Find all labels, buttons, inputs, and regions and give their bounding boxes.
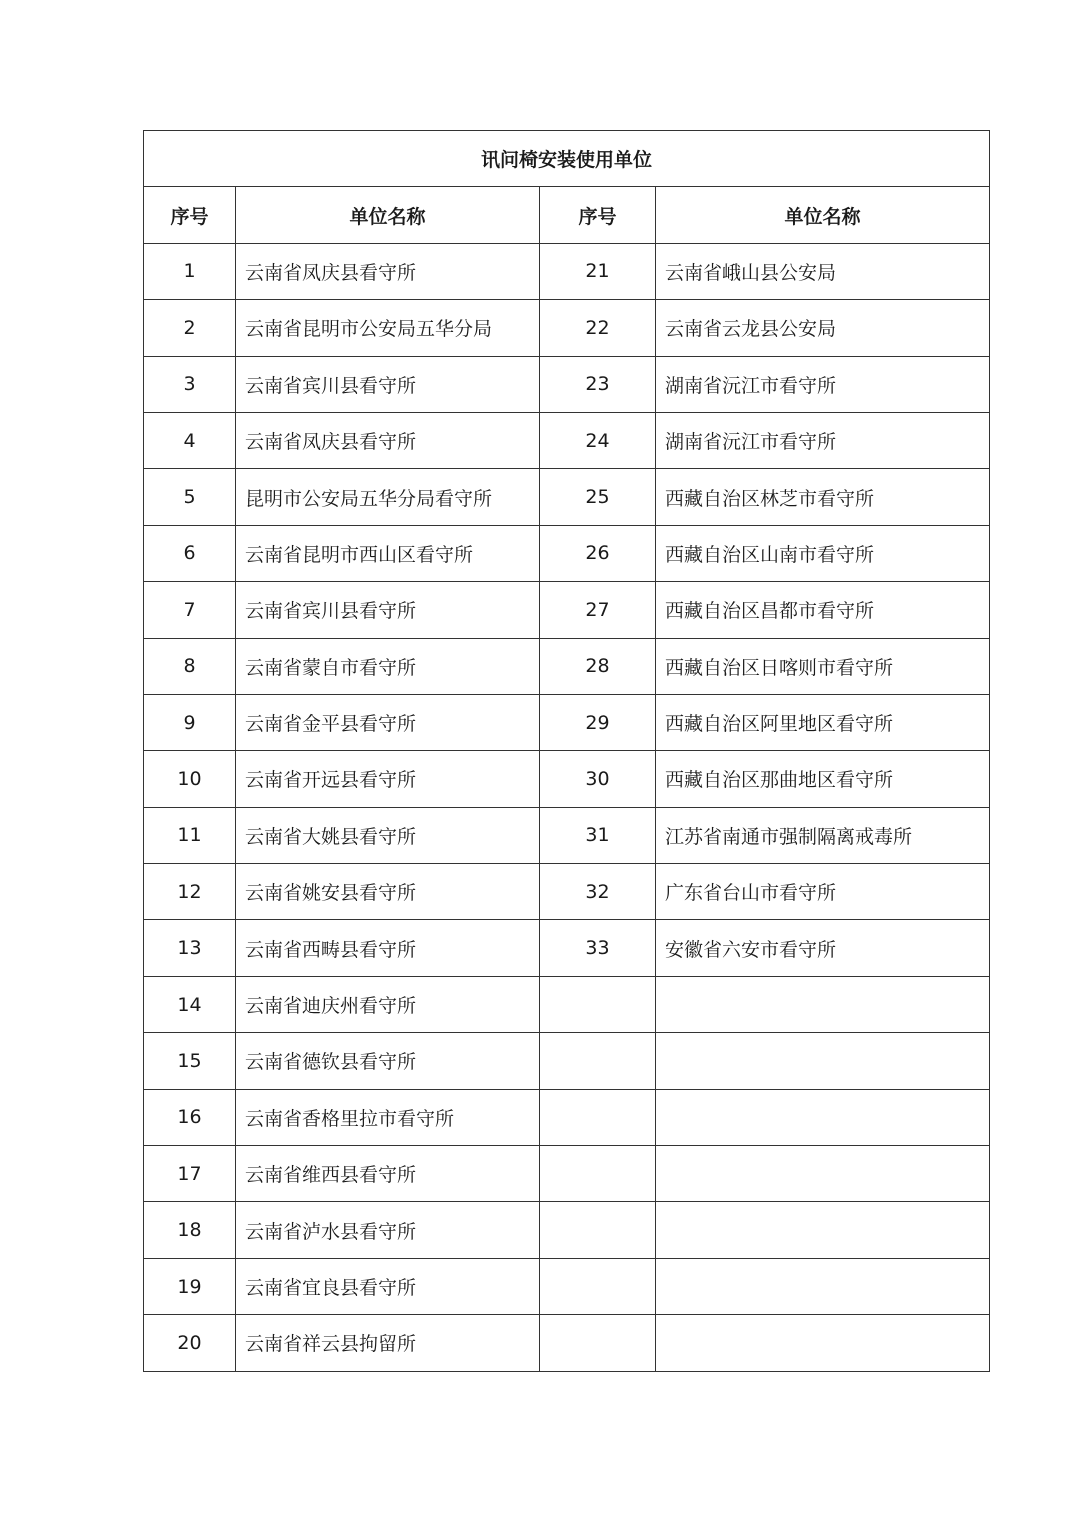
seq-right-cell: 31 bbox=[540, 807, 656, 863]
name-right-cell: 云南省云龙县公安局 bbox=[656, 300, 990, 356]
name-right-cell bbox=[656, 1258, 990, 1314]
table-row bbox=[144, 694, 990, 750]
table-title-row bbox=[144, 131, 990, 187]
seq-right-cell: 26 bbox=[540, 525, 656, 581]
header-name-left: 单位名称 bbox=[236, 187, 540, 243]
table-row bbox=[144, 412, 990, 468]
seq-left-cell: 5 bbox=[144, 469, 236, 525]
name-left-cell: 云南省蒙自市看守所 bbox=[236, 638, 540, 694]
table-row bbox=[144, 243, 990, 299]
table-row bbox=[144, 582, 990, 638]
table-row bbox=[144, 638, 990, 694]
table-row bbox=[144, 356, 990, 412]
seq-right-cell bbox=[540, 1202, 656, 1258]
table-row bbox=[144, 300, 990, 356]
name-right-cell bbox=[656, 1146, 990, 1202]
table-row bbox=[144, 976, 990, 1032]
seq-left-cell: 11 bbox=[144, 807, 236, 863]
seq-left-cell: 1 bbox=[144, 243, 236, 299]
seq-left-cell: 17 bbox=[144, 1146, 236, 1202]
table-header-row bbox=[144, 187, 990, 243]
name-left-cell: 云南省德钦县看守所 bbox=[236, 1033, 540, 1089]
seq-right-cell: 23 bbox=[540, 356, 656, 412]
name-right-cell: 西藏自治区昌都市看守所 bbox=[656, 582, 990, 638]
seq-left-cell: 19 bbox=[144, 1258, 236, 1314]
name-left-cell: 云南省宾川县看守所 bbox=[236, 356, 540, 412]
seq-right-cell bbox=[540, 976, 656, 1032]
seq-right-cell bbox=[540, 1089, 656, 1145]
seq-left-cell: 9 bbox=[144, 694, 236, 750]
seq-right-cell: 27 bbox=[540, 582, 656, 638]
seq-right-cell: 25 bbox=[540, 469, 656, 525]
seq-left-cell: 2 bbox=[144, 300, 236, 356]
name-left-cell: 云南省凤庆县看守所 bbox=[236, 412, 540, 468]
header-seq-right: 序号 bbox=[540, 187, 656, 243]
seq-left-cell: 15 bbox=[144, 1033, 236, 1089]
header-seq-left: 序号 bbox=[144, 187, 236, 243]
document-page bbox=[143, 130, 989, 1372]
table-row bbox=[144, 1202, 990, 1258]
seq-right-cell: 29 bbox=[540, 694, 656, 750]
name-right-cell: 安徽省六安市看守所 bbox=[656, 920, 990, 976]
name-left-cell: 云南省大姚县看守所 bbox=[236, 807, 540, 863]
table-row bbox=[144, 920, 990, 976]
name-left-cell: 昆明市公安局五华分局看守所 bbox=[236, 469, 540, 525]
header-name-right: 单位名称 bbox=[656, 187, 990, 243]
name-right-cell: 江苏省南通市强制隔离戒毒所 bbox=[656, 807, 990, 863]
seq-right-cell bbox=[540, 1033, 656, 1089]
table-body bbox=[144, 243, 990, 1371]
table-row bbox=[144, 807, 990, 863]
name-left-cell: 云南省姚安县看守所 bbox=[236, 864, 540, 920]
name-left-cell: 云南省香格里拉市看守所 bbox=[236, 1089, 540, 1145]
name-left-cell: 云南省宜良县看守所 bbox=[236, 1258, 540, 1314]
name-right-cell bbox=[656, 1089, 990, 1145]
name-left-cell: 云南省泸水县看守所 bbox=[236, 1202, 540, 1258]
table-row bbox=[144, 1089, 990, 1145]
seq-right-cell: 24 bbox=[540, 412, 656, 468]
name-right-cell bbox=[656, 1315, 990, 1371]
seq-right-cell: 30 bbox=[540, 751, 656, 807]
name-left-cell: 云南省迪庆州看守所 bbox=[236, 976, 540, 1032]
seq-right-cell bbox=[540, 1315, 656, 1371]
table-row bbox=[144, 1033, 990, 1089]
name-left-cell: 云南省凤庆县看守所 bbox=[236, 243, 540, 299]
seq-right-cell: 22 bbox=[540, 300, 656, 356]
seq-left-cell: 3 bbox=[144, 356, 236, 412]
name-right-cell: 湖南省沅江市看守所 bbox=[656, 356, 990, 412]
seq-left-cell: 8 bbox=[144, 638, 236, 694]
table-row bbox=[144, 469, 990, 525]
table-row bbox=[144, 525, 990, 581]
seq-left-cell: 10 bbox=[144, 751, 236, 807]
name-right-cell: 广东省台山市看守所 bbox=[656, 864, 990, 920]
name-right-cell: 湖南省沅江市看守所 bbox=[656, 412, 990, 468]
seq-left-cell: 20 bbox=[144, 1315, 236, 1371]
name-right-cell bbox=[656, 1033, 990, 1089]
seq-right-cell bbox=[540, 1146, 656, 1202]
name-right-cell: 云南省峨山县公安局 bbox=[656, 243, 990, 299]
name-left-cell: 云南省昆明市西山区看守所 bbox=[236, 525, 540, 581]
name-left-cell: 云南省祥云县拘留所 bbox=[236, 1315, 540, 1371]
seq-left-cell: 14 bbox=[144, 976, 236, 1032]
name-left-cell: 云南省维西县看守所 bbox=[236, 1146, 540, 1202]
name-left-cell: 云南省西畴县看守所 bbox=[236, 920, 540, 976]
seq-right-cell bbox=[540, 1258, 656, 1314]
name-right-cell: 西藏自治区阿里地区看守所 bbox=[656, 694, 990, 750]
seq-right-cell: 21 bbox=[540, 243, 656, 299]
name-left-cell: 云南省宾川县看守所 bbox=[236, 582, 540, 638]
seq-left-cell: 4 bbox=[144, 412, 236, 468]
seq-left-cell: 13 bbox=[144, 920, 236, 976]
seq-left-cell: 12 bbox=[144, 864, 236, 920]
table-row bbox=[144, 1315, 990, 1371]
seq-left-cell: 16 bbox=[144, 1089, 236, 1145]
installation-units-table bbox=[143, 130, 990, 1372]
table-row bbox=[144, 864, 990, 920]
seq-left-cell: 18 bbox=[144, 1202, 236, 1258]
name-right-cell: 西藏自治区那曲地区看守所 bbox=[656, 751, 990, 807]
seq-right-cell: 33 bbox=[540, 920, 656, 976]
name-right-cell: 西藏自治区林芝市看守所 bbox=[656, 469, 990, 525]
seq-right-cell: 32 bbox=[540, 864, 656, 920]
name-right-cell: 西藏自治区山南市看守所 bbox=[656, 525, 990, 581]
name-right-cell: 西藏自治区日喀则市看守所 bbox=[656, 638, 990, 694]
seq-right-cell: 28 bbox=[540, 638, 656, 694]
table-title: 讯问椅安装使用单位 bbox=[144, 131, 990, 187]
name-left-cell: 云南省开远县看守所 bbox=[236, 751, 540, 807]
name-left-cell: 云南省金平县看守所 bbox=[236, 694, 540, 750]
name-left-cell: 云南省昆明市公安局五华分局 bbox=[236, 300, 540, 356]
name-right-cell bbox=[656, 976, 990, 1032]
name-right-cell bbox=[656, 1202, 990, 1258]
seq-left-cell: 7 bbox=[144, 582, 236, 638]
seq-left-cell: 6 bbox=[144, 525, 236, 581]
table-row bbox=[144, 751, 990, 807]
table-row bbox=[144, 1146, 990, 1202]
table-row bbox=[144, 1258, 990, 1314]
